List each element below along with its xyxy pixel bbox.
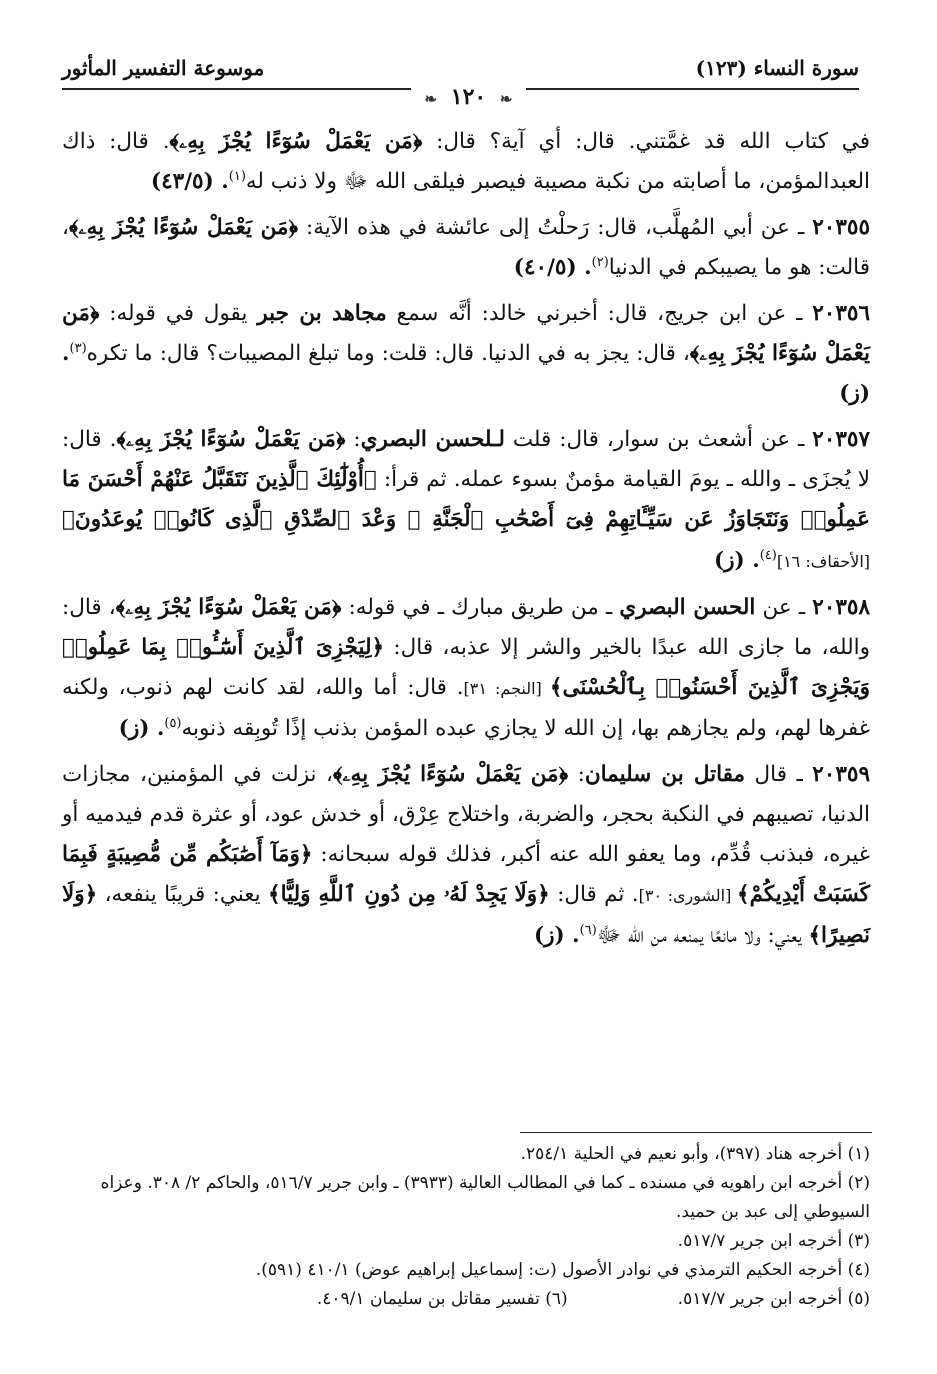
narration-number: ٢٠٣٥٥ [812,215,870,240]
text-run: يعني: قريبًا ينفعه، [97,882,268,907]
surah-heading: سورة النساء (١٢٣) [695,56,859,80]
volume-reference: . (ز) [533,923,580,948]
quran-quote: ﴿مَن يَعْمَلْ سُوٓءًا يُجْزَ بِهِۦ﴾ [62,301,870,366]
quran-quote: ﴿مَن يَعْمَلْ سُوٓءًا يُجْزَ بِهِۦ﴾ [116,427,346,452]
narration-20355 [62,208,870,288]
page-number-band [0,84,937,110]
footnote-4: (٤) أخرجه الحكيم الترمذي في نوادر الأصول (ت: إسماعيل إبراهيم عوض) ٤١٠/١ (٥٩١). [255,1260,870,1280]
page-number [411,84,527,110]
footnote-5: (٥) أخرجه ابن جرير ٥١٧/٧. [677,1289,870,1309]
main-text [62,122,870,962]
intro-paragraph [62,122,870,202]
text-run: . قال: لا يُجزَى ـ والله ـ يومَ القيامة مؤمنٌ بسوء عمله. ثم قرأ: [62,427,870,492]
narration-20359 [62,755,870,956]
footnotes [62,1140,870,1314]
text-run: ـ من طريق مبارك ـ في قوله: [341,595,620,620]
volume-reference: . (ز) [118,716,165,741]
footnote-spacer [568,1285,678,1314]
quran-quote: ﴿وَلَا نَصِيرًا﴾ [62,882,870,948]
narration-number: ٢٠٣٥٧ [812,427,870,452]
footnote-marker: (٣) [69,340,87,356]
narrator-name: الحسن البصري [619,595,756,620]
text-run: في كتاب الله قد غمَّتني. قال: أي آية؟ قال: [422,129,870,154]
narrator-name: مجاهد بن جبر [257,301,387,326]
volume-reference: . (٤٣/٥) [150,169,229,194]
footnote-marker: (٦) [579,922,597,938]
quran-quote: ﴿وَلَا يَجِدْ لَهُۥ مِن دُونِ ٱللَّهِ وَلِيًّا﴾ [267,882,550,907]
footnote-6: (٦) تفسير مقاتل بن سليمان ٤٠٩/١. [316,1289,568,1309]
footnote-2: (٢) أخرجه ابن راهويه في مسنده ـ كما في المطالب العالية (٣٩٣٣) ـ وابن جرير ٥١٦/٧، والحاكم ٢/ ٣٠٨. وعزاه السيوطي إلى عبد بن حميد. [100,1173,870,1222]
text-run: يعني: ولا مانعًا يمنعه من الله ﷻ [596,923,809,948]
text-run: . ثم قال: [549,882,639,907]
text-run: ـ عن ابن جريج، قال: أخبرني خالد: أنَّه سمع [386,301,813,326]
verse-reference: [النجم: ٣١] [463,679,550,698]
footnote-marker: (١) [228,168,246,184]
quran-quote: ﴿مَن يَعْمَلْ سُوٓءًا يُجْزَ بِهِۦ﴾ [115,595,342,620]
footnote-rule [520,1132,872,1133]
text-run: ـ عن أبي المُهلَّب، قال: رَحلْتُ إلى عائشة في هذه الآية: [298,215,813,240]
quran-quote: ﴿وَمَآ أَصَٰبَكُم مِّن مُّصِيبَةٍ فَبِمَا كَسَبَتْ أَيْدِيكُمْ﴾ [62,842,870,907]
text-run: ـ قال [745,762,813,787]
verse-reference: [الأحقاف: ١٦] [776,552,870,571]
quran-quote: ﴿أُوْلَٰٓئِكَ ٱلَّذِينَ نَتَقَبَّلُ عَنْهُمْ أَحْسَنَ مَا عَمِلُوا۟ وَنَتَجَاوَزُ عَن سَيِّـَٔاتِهِمْ فِىٓ أَصْحَٰبِ ٱلْجَنَّةِ ۖ وَعْدَ ٱلصِّدْقِ ٱلَّذِى كَانُوا۟ يُوعَدُونَ﴾ [62,467,870,532]
narration-number: ٢٠٣٥٩ [812,762,870,787]
footnote-marker: (٢) [591,254,609,270]
text-run: : [345,427,361,452]
footnote-row [62,1285,870,1314]
volume-reference: . (٤٠/٥) [513,255,592,280]
footnote-marker: (٥) [164,715,182,731]
narration-20356 [62,294,870,414]
narration-20357 [62,420,870,582]
volume-reference: . (ز) [62,341,870,406]
text-run: ، قالت: هو ما يصيبكم في الدنيا [62,215,870,280]
verse-reference: [الشورى: ٣٠] [638,886,737,905]
quran-quote: ﴿لِيَجْزِىَ ٱلَّذِينَ أَسَٰٓـُٔوا۟ بِمَا عَمِلُوا۟ وَيَجْزِىَ ٱلَّذِينَ أَحْسَنُوا۟ بِٱلْحُسْنَى﴾ [62,635,870,700]
page-number-value: ١٢٠ [450,84,487,110]
narration-20358 [62,588,870,749]
book-title: موسوعة التفسير المأثور [62,56,265,80]
footnote-3: (٣) أخرجه ابن جرير ٥١٧/٧. [677,1231,870,1251]
text-run: . قال: أما والله، لقد كانت لهم ذنوب، ولكنه غفرها لهم، ولم يجازهم بها، إن الله لا يجازي عبده المؤمن بذنب إذًا تُوبِقه ذنوبه [62,675,870,741]
volume-reference: . (ز) [713,548,760,573]
narration-number: ٢٠٣٥٦ [812,301,870,326]
quran-quote: ﴿مَن يَعْمَلْ سُوٓءًا يُجْزَ بِهِۦ﴾ [169,129,423,154]
text-run: ـ عن أشعث بن سوار، قال: قلت [504,427,813,452]
ornament-icon: ❧ [499,90,513,108]
text-run: يقول في قوله: [99,301,258,326]
narration-number: ٢٠٣٥٨ [812,595,870,620]
footnote-marker: (٤) [759,547,777,563]
narrator-name: لـلحسن البصري [360,427,505,452]
text-run: ، قال: يجز به في الدنيا. قال: قلت: وما تبلغ المصيبات؟ قال: ما تكره [86,341,690,366]
text-run: ، قال: والله، ما جازى الله عبدًا بالخير والشر إلا عذبه، قال: [62,595,870,660]
footnote-1: (١) أخرجه هناد (٣٩٧)، وأبو نعيم في الحلية ٢٥٤/١. [520,1144,870,1164]
text-run: ، نزلت في المؤمنين، مجازات الدنيا، تصيبهم في النكبة بحجر، والضربة، واختلاج عِرْق، أو خدش عود، أو عثرة قدم فيدميه أو غيره، فبذنب قُدِّم، وما يعفو الله عنه أكبر، فذلك قوله سبحانه: [61,762,870,867]
text-run: ـ عن [755,595,813,620]
ornament-icon: ❧ [424,90,438,108]
narrator-name: مقاتل بن سليمان [584,762,746,787]
text-run: . قال: ذاك العبدالمؤمن، ما أصابته من نكبة مصيبة فيصبر فيلقى الله ﷻ ولا ذنب له [62,129,870,194]
quran-quote: ﴿مَن يَعْمَلْ سُوٓءًا يُجْزَ بِهِۦ﴾ [68,215,299,240]
text-run: : [568,762,585,787]
quran-quote: ﴿مَن يَعْمَلْ سُوٓءًا يُجْزَ بِهِۦ﴾ [332,762,569,787]
